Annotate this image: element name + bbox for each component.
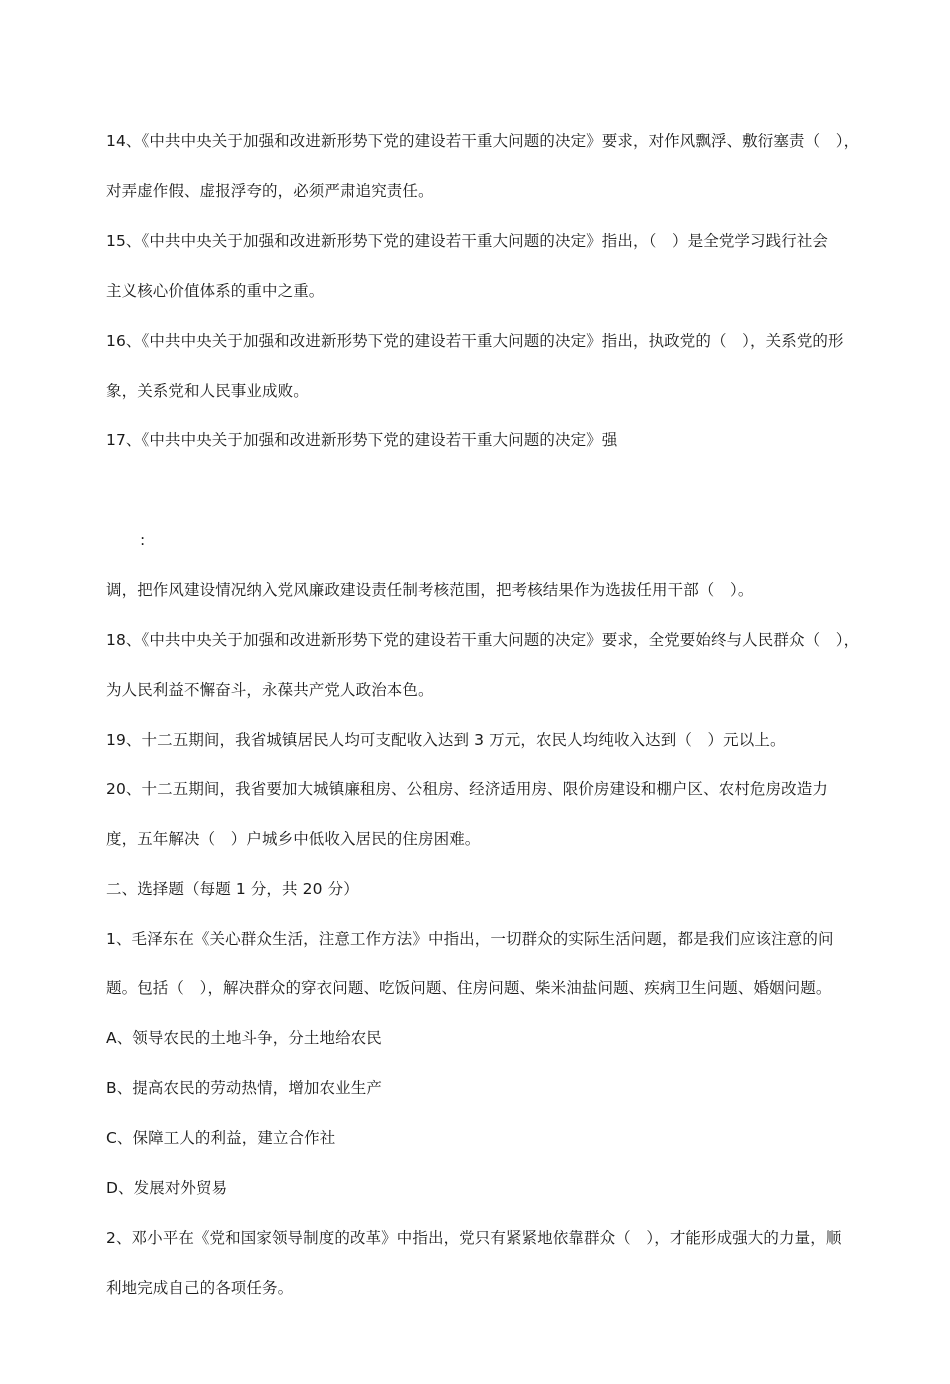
question-15-line-1: 15、《中共中央关于加强和改进新形势下党的建设若干重大问题的决定》指出，（ ）是全党学习践行社会 xyxy=(106,232,829,250)
question-19-line-1: 19、十二五期间，我省城镇居民人均可支配收入达到 3 万元，农民人均纯收入达到（ ）元以上。 xyxy=(106,731,786,749)
question-16-line-2: 象，关系党和人民事业成败。 xyxy=(106,382,309,400)
choice-question-1-option-d: D、发展对外贸易 xyxy=(106,1179,228,1197)
choice-question-2-line-2: 利地完成自己的各项任务。 xyxy=(106,1279,294,1297)
question-16-line-1: 16、《中共中央关于加强和改进新形势下党的建设若干重大问题的决定》指出，执政党的（ ），关系党的形 xyxy=(106,332,844,350)
question-17-colon: : xyxy=(140,531,146,549)
question-18-line-2: 为人民利益不懈奋斗，永葆共产党人政治本色。 xyxy=(106,681,434,699)
choice-question-1-line-1: 1、毛泽东在《关心群众生活，注意工作方法》中指出，一切群众的实际生活问题，都是我们应该注意的问 xyxy=(106,930,834,948)
choice-question-1-option-c: C、保障工人的利益，建立合作社 xyxy=(106,1129,336,1147)
choice-question-1-option-b: B、提高农民的劳动热情，增加农业生产 xyxy=(106,1079,382,1097)
section-2-heading: 二、选择题（每题 1 分，共 20 分） xyxy=(106,880,359,898)
choice-question-1-option-a: A、领导农民的土地斗争，分土地给农民 xyxy=(106,1029,382,1047)
question-15-line-2: 主义核心价值体系的重中之重。 xyxy=(106,282,325,300)
question-18-line-1: 18、《中共中央关于加强和改进新形势下党的建设若干重大问题的决定》要求，全党要始终与人民群众（ ）， xyxy=(106,631,860,649)
question-17-line-1: 17、《中共中央关于加强和改进新形势下党的建设若干重大问题的决定》强 xyxy=(106,431,618,449)
question-14-line-2: 对弄虚作假、虚报浮夸的，必须严肃追究责任。 xyxy=(106,182,434,200)
question-14-line-1: 14、《中共中央关于加强和改进新形势下党的建设若干重大问题的决定》要求，对作风飘浮、敷衍塞责（ ）， xyxy=(106,132,860,150)
choice-question-1-line-2: 题。包括（ ），解决群众的穿衣问题、吃饭问题、住房问题、柴米油盐问题、疾病卫生问题、婚姻问题。 xyxy=(106,979,832,997)
choice-question-2-line-1: 2、邓小平在《党和国家领导制度的改革》中指出，党只有紧紧地依靠群众（ ），才能形成强大的力量，顺 xyxy=(106,1229,842,1247)
question-17-line-2: 调，把作风建设情况纳入党风廉政建设责任制考核范围，把考核结果作为选拔任用干部（ ）。 xyxy=(106,581,754,599)
question-20-line-1: 20、十二五期间，我省要加大城镇廉租房、公租房、经济适用房、限价房建设和棚户区、农村危房改造力 xyxy=(106,780,828,798)
question-20-line-2: 度，五年解决（ ）户城乡中低收入居民的住房困难。 xyxy=(106,830,481,848)
